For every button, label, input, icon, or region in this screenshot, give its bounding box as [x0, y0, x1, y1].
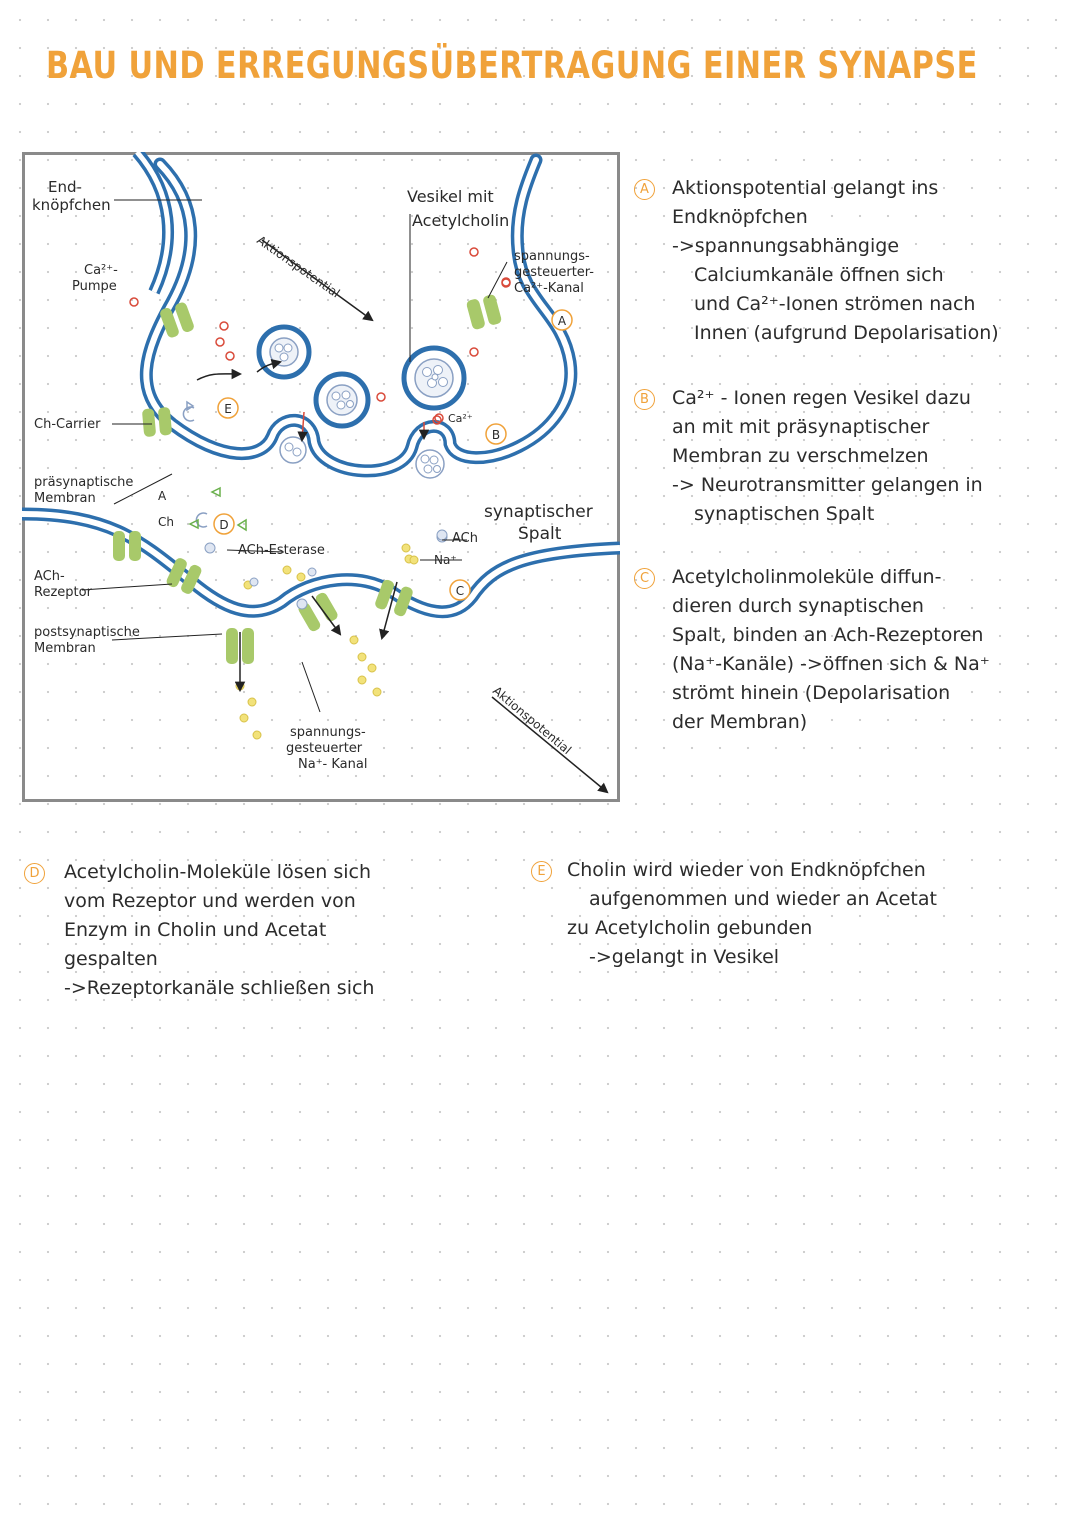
cholin-reuptake-arrow: [197, 374, 240, 380]
label-ca-pumpe: Ca²⁺-Pumpe: [72, 263, 118, 294]
svg-text:A: A: [557, 314, 567, 328]
na-legend-circle: [410, 556, 418, 564]
acetylcholine-molecules: [236, 544, 413, 739]
ach-receptor-open: [297, 591, 340, 633]
svg-text:E: E: [224, 402, 232, 416]
note-line: aufgenommen und wieder an Acetat: [589, 888, 937, 910]
note-line: strömt hinein (Depolarisation: [672, 682, 951, 704]
label-cholin-symbol: Ch: [158, 515, 174, 529]
marker-c: [450, 580, 470, 600]
marker-a: [552, 310, 572, 330]
note-line: Calciumkanäle öffnen sich: [694, 264, 944, 286]
aktionspotential-arrow-bottom: [492, 697, 607, 792]
label-aktionspotential-top: Aktionspotential: [254, 232, 343, 301]
vesicle: [404, 348, 464, 408]
svg-text:B: B: [491, 428, 501, 442]
vesicle: [259, 327, 309, 377]
note-line: Acetylcholinmoleküle diffun-: [672, 566, 942, 588]
synapse-diagram: [22, 152, 620, 802]
note-c: [639, 563, 1072, 737]
note-line: synaptischen Spalt: [694, 503, 875, 525]
note-b: [640, 384, 1072, 529]
label-aktionspotential-bottom: Aktionspotential: [490, 683, 574, 758]
page-title: BAU UND ERREGUNGSÜBERTRAGUNG EINER SYNAPSE: [46, 44, 978, 87]
note-line: vom Rezeptor und werden von: [64, 890, 356, 912]
note-line: der Membran): [672, 711, 808, 733]
presynaptic-membrane: [146, 160, 571, 471]
label-ach-rezeptor: ACh-Rezeptor: [34, 569, 92, 600]
note-line: Aktionspotential gelangt ins: [672, 177, 939, 199]
note-e: [537, 856, 1057, 972]
note-line: Ca²⁺ - Ionen regen Vesikel dazu: [672, 387, 971, 409]
label-ach-esterase: ACh-Esterase: [238, 543, 325, 558]
note-line: Cholin wird wieder von Endknöpfchen: [567, 859, 926, 881]
label-na-kanal: spannungs-gesteuerter Na⁺- Kanal: [286, 725, 368, 772]
note-line: Acetylcholin-Moleküle lösen sich: [64, 861, 372, 883]
svg-text:D: D: [219, 518, 229, 532]
label-ca-ion: Ca²⁺: [448, 412, 473, 425]
label-praesynaptische-membran: präsynaptische Membran: [34, 475, 134, 506]
label-synaptischer-spalt: synaptischer Spalt: [484, 502, 593, 544]
label-na-legend: Na⁺: [434, 553, 457, 567]
note-line: und Ca²⁺-Ionen strömen nach: [694, 293, 976, 315]
note-line: ->spannungsabhängige: [672, 235, 900, 257]
label-ch-carrier: Ch-Carrier: [34, 417, 101, 432]
label-postsynaptische-membran: postsynaptische Membran: [34, 625, 140, 656]
note-marker-c: C: [634, 568, 655, 589]
ca-channel: [466, 294, 503, 331]
note-d: [29, 858, 524, 1003]
note-marker-e: E: [531, 861, 552, 882]
note-line: gespalten: [64, 948, 158, 970]
note-line: an mit mit präsynaptischer: [672, 416, 930, 438]
fusing-vesicle: [280, 437, 306, 463]
note-a: [640, 174, 1072, 348]
note-marker-a: A: [634, 179, 655, 200]
label-ca-kanal: spannungs-gesteuerter-Ca²⁺-Kanal: [514, 249, 594, 296]
note-marker-d: D: [24, 863, 45, 884]
svg-text:C: C: [455, 584, 465, 598]
label-endknopfchen: End-knöpfchen: [32, 178, 111, 214]
note-line: Innen (aufgrund Depolarisation): [694, 322, 999, 344]
note-line: (Na⁺-Kanäle) ->öffnen sich & Na⁺: [672, 653, 990, 675]
fusing-vesicle: [416, 450, 444, 478]
note-line: zu Acetylcholin gebunden: [567, 917, 813, 939]
note-line: dieren durch synaptischen: [672, 595, 924, 617]
note-line: ->gelangt in Vesikel: [589, 946, 780, 968]
note-line: Enzym in Cholin und Acetat: [64, 919, 327, 941]
vesicle: [316, 374, 368, 426]
note-line: Membran zu verschmelzen: [672, 445, 929, 467]
marker-b: [486, 424, 506, 444]
note-line: Spalt, binden an Ach-Rezeptoren: [672, 624, 984, 646]
note-line: ->Rezeptorkanäle schließen sich: [64, 977, 375, 999]
label-vesikel: Vesikel mit Acetylcholin: [407, 187, 510, 230]
ach-legend-circle: [437, 530, 447, 540]
label-ach-legend: ACh: [452, 531, 478, 546]
marker-e: [218, 398, 238, 418]
note-line: -> Neurotransmitter gelangen in: [672, 474, 983, 496]
note-line: Endknöpfchen: [672, 206, 808, 228]
label-acetat-symbol: A: [158, 489, 167, 503]
marker-d: [214, 514, 234, 534]
note-marker-b: B: [634, 389, 655, 410]
cholin-symbols: [183, 402, 207, 527]
